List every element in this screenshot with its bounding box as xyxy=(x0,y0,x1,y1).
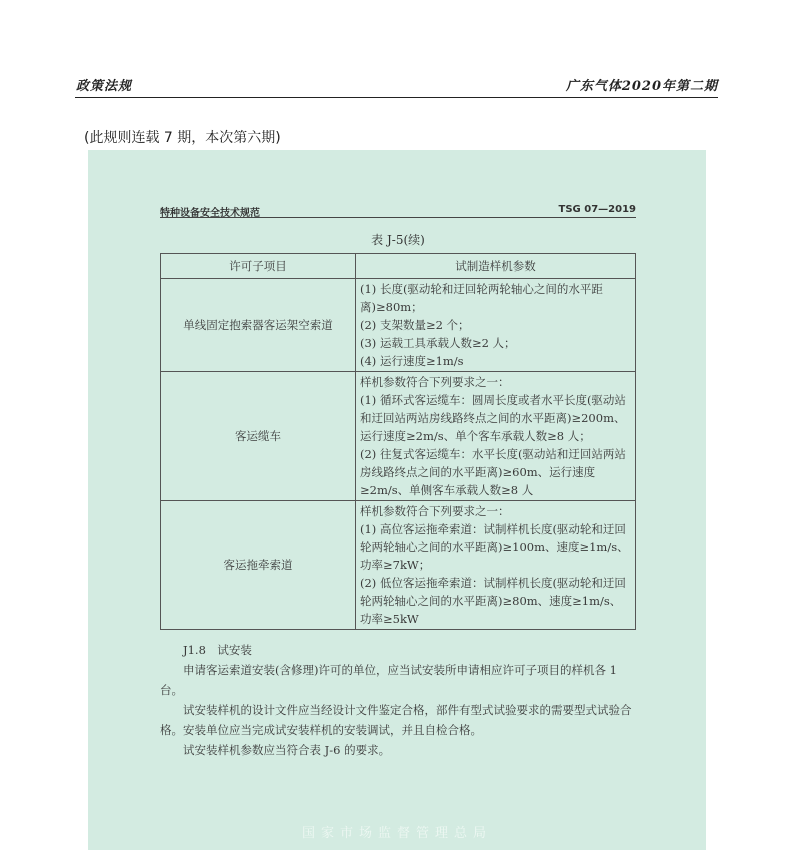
column-header: 试制造样机参数 xyxy=(356,254,636,279)
scan-content xyxy=(160,231,636,760)
section-heading: J1.8 试安装 xyxy=(183,643,252,657)
params-cell xyxy=(356,501,636,630)
scan-header-left: 特种设备安全技术规范 xyxy=(160,208,260,219)
header-divider xyxy=(75,97,718,98)
param-line: (1) 循环式客运缆车：圆周长度或者水平长度(驱动站和迂回站两站房线路终点之间的水平距离)≥200m、运行速度≥2m/s、单个客车承载人数≥8 人； xyxy=(360,393,626,443)
item-cell: 客运拖牵索道 xyxy=(161,501,356,630)
param-line: (3) 运载工具承载人数≥2 人； xyxy=(360,336,516,350)
paragraph: 试安装样机的设计文件应当经设计文件鉴定合格，部件有型式试验要求的需要型式试验合格。安装单位应当完成试安装样机的安装调试，并且自检合格。 xyxy=(160,703,632,737)
table-row xyxy=(161,372,636,501)
param-line: (1) 长度(驱动轮和迂回轮两轮轴心之间的水平距离)≥80m； xyxy=(360,282,603,314)
watermark: 国家市场监督管理总局 xyxy=(301,826,492,841)
column-header: 许可子项目 xyxy=(161,254,356,279)
params-cell xyxy=(356,279,636,372)
table-title: 表 J-5(续) xyxy=(371,233,425,247)
param-line: (1) 高位客运拖牵索道：试制样机长度(驱动轮和迂回轮两轮轴心之间的水平距离)≥100m、速度≥1m/s、功率≥7kW； xyxy=(360,522,629,572)
section-body xyxy=(160,640,636,760)
table-header-row xyxy=(161,254,636,279)
scan-header-divider xyxy=(160,217,636,218)
page-header-issue: 广东气体2020年第二期 xyxy=(565,79,718,94)
sample-parameters-table xyxy=(160,253,636,630)
param-line: (2) 支架数量≥2 个； xyxy=(360,318,470,332)
page-header-section: 政策法规 xyxy=(76,79,133,94)
param-line: 样机参数符合下列要求之一： xyxy=(360,504,510,518)
param-line: (2) 往复式客运缆车：水平长度(驱动站和迂回站两站房线路终点之间的水平距离)≥60m、运行速度≥2m/s、单侧客车承载人数≥8 人 xyxy=(360,447,626,497)
param-line: (2) 低位客运拖牵索道：试制样机长度(驱动轮和迂回轮两轮轴心之间的水平距离)≥80m、速度≥1m/s、功率≥5kW xyxy=(360,576,626,626)
table-row xyxy=(161,501,636,630)
param-line: 样机参数符合下列要求之一： xyxy=(360,375,510,389)
paragraph: 申请客运索道安装(含修理)许可的单位，应当试安装所申请相应许可子项目的样机各 1 台。 xyxy=(160,663,617,697)
params-cell xyxy=(356,372,636,501)
param-line: (4) 运行速度≥1m/s xyxy=(360,354,464,368)
table-row xyxy=(161,279,636,372)
scan-header-right: TSG 07—2019 xyxy=(558,204,636,215)
item-cell: 客运缆车 xyxy=(161,372,356,501)
paragraph: 试安装样机参数应当符合表 J-6 的要求。 xyxy=(183,743,391,757)
series-note: (此规则连载 7 期，本次第六期) xyxy=(84,130,281,146)
item-cell: 单线固定抱索器客运架空索道 xyxy=(161,279,356,372)
